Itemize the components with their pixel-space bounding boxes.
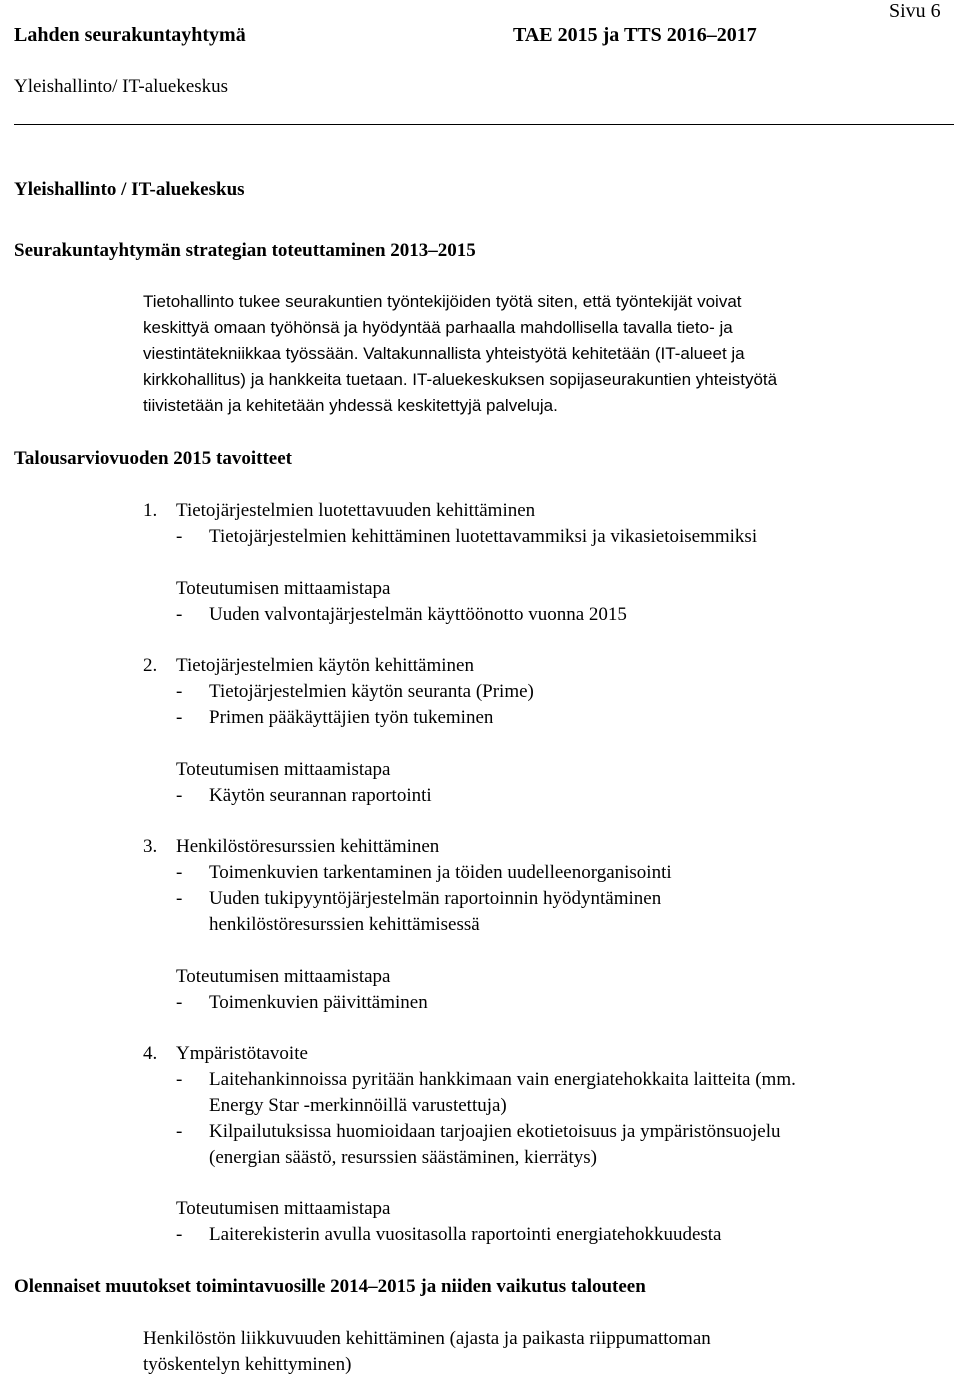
strategy-line: Tietohallinto tukee seurakuntien työntekijöiden työtä siten, että työntekijät voivat	[143, 292, 742, 311]
measure-item: - Toimenkuvien päivittäminen	[176, 992, 428, 1013]
section-title: Yleishallinto / IT-aluekeskus	[14, 179, 245, 200]
strategy-line: viestintätekniikkaa työssään. Valtakunnallista yhteistyötä kehitetään (IT-alueet ja	[143, 344, 745, 363]
measure-label: Toteutumisen mittaamistapa	[176, 578, 391, 599]
goal-bullet-continuation: Energy Star -merkinnöillä varustettuja)	[209, 1095, 507, 1116]
goal-title: 2. Tietojärjestelmien käytön kehittäminen	[143, 655, 474, 676]
goal-bullet: - Tietojärjestelmien kehittäminen luotettavammiksi ja vikasietoisemmiksi	[176, 526, 758, 547]
measure-item: - Laiterekisterin avulla vuositasolla raportointi energiatehokkuudesta	[176, 1224, 722, 1245]
measure-item: - Uuden valvontajärjestelmän käyttöönotto vuonna 2015	[176, 604, 627, 625]
goal-bullet: - Uuden tukipyyntöjärjestelmän raportoinnin hyödyntäminen	[176, 888, 662, 909]
measure-label: Toteutumisen mittaamistapa	[176, 966, 391, 987]
page-number: Sivu 6	[889, 0, 941, 22]
changes-line: työskentelyn kehittyminen)	[143, 1354, 352, 1375]
goal-bullet-continuation: henkilöstöresurssien kehittämisessä	[209, 914, 480, 935]
goal-title: 1. Tietojärjestelmien luotettavuuden kehittäminen	[143, 500, 536, 521]
measure-item: - Käytön seurannan raportointi	[176, 785, 432, 806]
goal-title: 3. Henkilöstöresurssien kehittäminen	[143, 836, 440, 857]
goal-bullet: - Tietojärjestelmien käytön seuranta (Prime)	[176, 681, 534, 702]
header-unit: Yleishallinto/ IT-aluekeskus	[14, 76, 229, 97]
goal-bullet: - Laitehankinnoissa pyritään hankkimaan vain energiatehokkaita laitteita (mm.	[176, 1069, 796, 1090]
strategy-heading: Seurakuntayhtymän strategian toteuttaminen 2013–2015	[14, 240, 476, 261]
changes-line: Henkilöstön liikkuvuuden kehittäminen (ajasta ja paikasta riippumattoman	[143, 1328, 711, 1349]
goal-bullet: - Kilpailutuksissa huomioidaan tarjoajien ekotietoisuus ja ympäristönsuojelu	[176, 1121, 781, 1142]
header-divider	[14, 124, 954, 125]
goal-bullet-continuation: (energian säästö, resurssien säästäminen, kierrätys)	[209, 1147, 597, 1168]
header-org: Lahden seurakuntayhtymä	[14, 24, 246, 46]
goal-bullet: - Toimenkuvien tarkentaminen ja töiden uudelleenorganisointi	[176, 862, 672, 883]
measure-label: Toteutumisen mittaamistapa	[176, 759, 391, 780]
goal-title: 4. Ympäristötavoite	[143, 1043, 308, 1064]
measure-label: Toteutumisen mittaamistapa	[176, 1198, 391, 1219]
strategy-line: tiivistetään ja kehitetään yhdessä keskitettyjä palveluja.	[143, 396, 558, 415]
goal-bullet: - Primen pääkäyttäjien työn tukeminen	[176, 707, 494, 728]
header-doc-title: TAE 2015 ja TTS 2016–2017	[513, 24, 757, 46]
strategy-line: keskittyä omaan työhönsä ja hyödyntää parhaalla mahdollisella tavalla tieto- ja	[143, 318, 733, 337]
strategy-line: kirkkohallitus) ja hankkeita tuetaan. IT-aluekeskuksen sopijaseurakuntien yhteistyötä	[143, 370, 778, 389]
changes-heading: Olennaiset muutokset toimintavuosille 2014–2015 ja niiden vaikutus talouteen	[14, 1276, 646, 1297]
goals-heading: Talousarviovuoden 2015 tavoitteet	[14, 448, 292, 469]
